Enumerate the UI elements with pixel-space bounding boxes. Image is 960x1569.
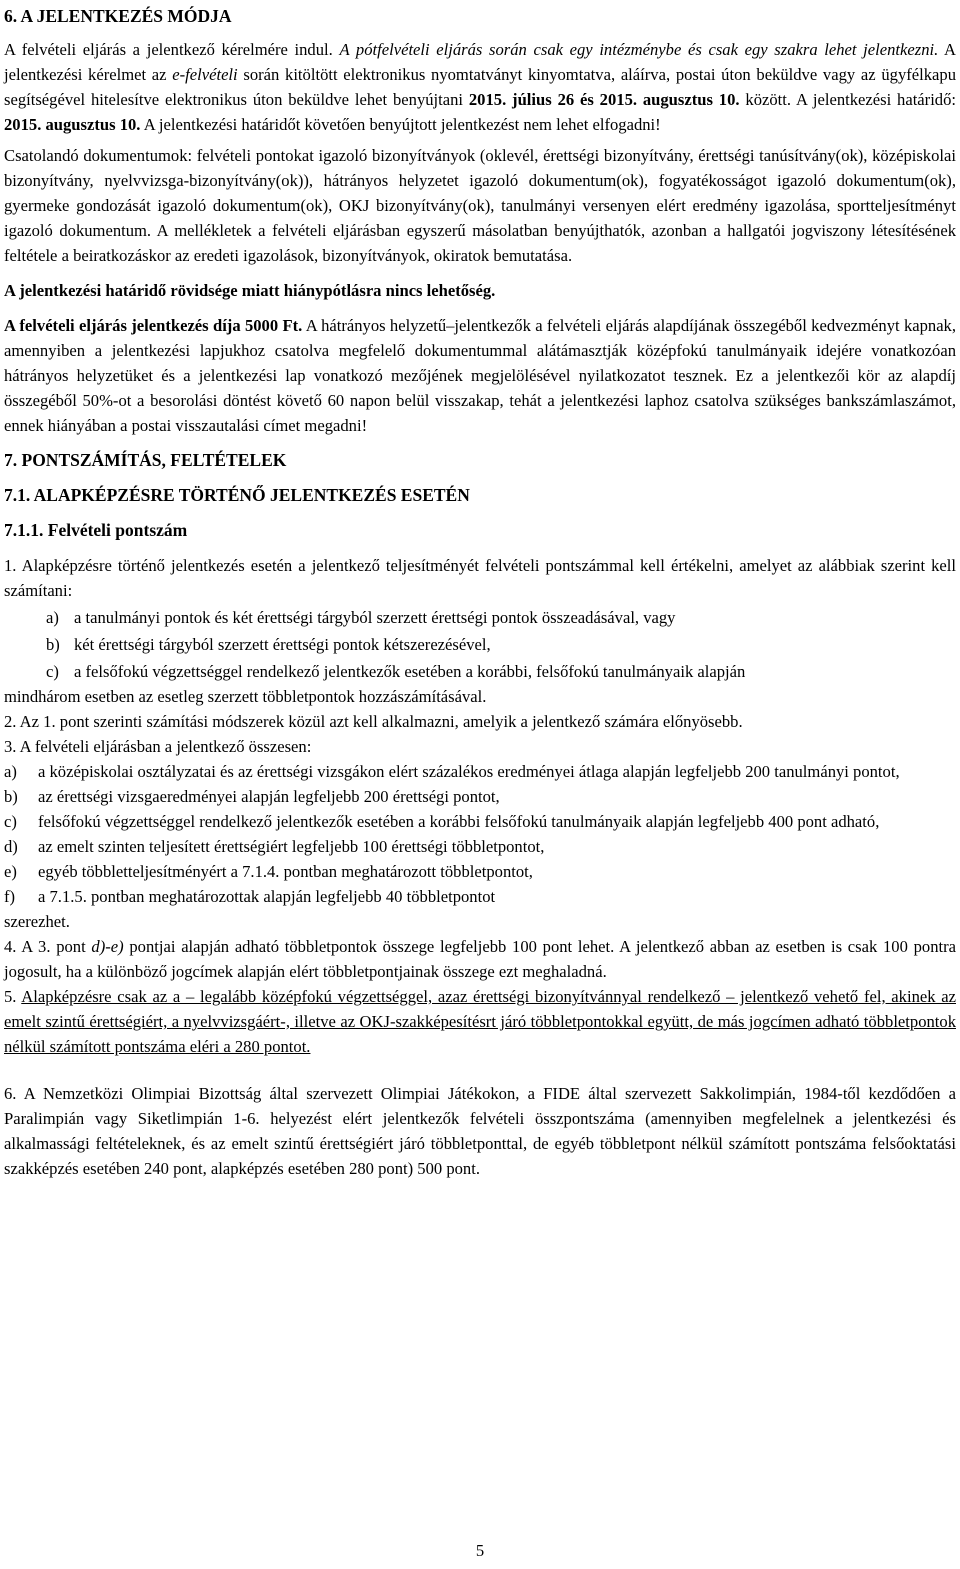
list-label: d) (4, 837, 18, 856)
list-item (46, 632, 956, 657)
list-item (4, 759, 956, 784)
p1-e-felveteli: e-felvételi (172, 65, 238, 84)
list-text: az érettségi vizsgaeredményei alapján legfeljebb 200 érettségi pontot, (38, 787, 500, 806)
item-5-underlined: Alapképzésre csak az a – legalább középfokú végzettséggel, azaz érettségi bizonyítvánnyal rendelkező – jelentkező vehető fel, akinek az emelt szintű érettségiért, a nyelvvizsgáért-, illetve az OKJ-szakképesítésrt járó többletpontokkal együtt, de más jogcímen adható többletpontok nélkül számított pontszáma eléri a 280 pontot. (4, 987, 956, 1056)
list-item (4, 784, 956, 809)
section-6-heading: 6. A JELENTKEZÉS MÓDJA (4, 6, 232, 26)
p1-text-a: A felvételi eljárás a jelentkező kérelmére indul. (4, 40, 340, 59)
list-text: a tanulmányi pontok és két érettségi tárgyból szerzett érettségi pontok összeadásával, vagy (74, 608, 676, 627)
list-label: a) (4, 762, 17, 781)
item-1-list (46, 605, 956, 684)
list-item (46, 659, 956, 684)
item-2: 2. Az 1. pont szerinti számítási módszerek közül azt kell alkalmazni, amelyik a jelentkező számára előnyösebb. (4, 712, 743, 731)
item-3: 3. A felvételi eljárásban a jelentkező összesen: (4, 737, 312, 756)
section-7-1-1-heading: 7.1.1. Felvételi pontszám (4, 520, 188, 540)
deadline-notice: A jelentkezési határidő rövidsége miatt hiánypótlásra nincs lehetőség. (4, 281, 496, 300)
section-7-1-heading: 7.1. ALAPKÉPZÉSRE TÖRTÉNŐ JELENTKEZÉS ESETÉN (4, 485, 470, 505)
fee-paragraph (4, 313, 956, 438)
item-4-text-a: 4. A 3. pont (4, 937, 92, 956)
page-number: 5 (475, 1541, 485, 1560)
list-item (4, 884, 956, 909)
section-7-heading: 7. PONTSZÁMÍTÁS, FELTÉTELEK (4, 450, 287, 470)
item-5 (4, 984, 956, 1059)
item-1-tail: mindhárom esetben az esetleg szerzett többletpontok hozzászámításával. (4, 687, 487, 706)
p1-text-i: A jelentkezési határidőt követően benyújtott jelentkezést nem lehet elfogadni! (140, 115, 661, 134)
p1-text-e: során kitöltött elektronikus nyomtatványt kinyomtatva, aláírva, postai úton beküldve vagy az ügyfélkapu segítségével hitelesítve elektronikus úton beküldve lehet benyújtani (4, 65, 956, 109)
application-paragraph (4, 37, 956, 137)
list-label: b) (4, 787, 18, 806)
item-3-list (4, 759, 956, 909)
list-item (4, 809, 956, 834)
list-text: a 7.1.5. pontban meghatározottak alapján legfeljebb 40 többletpontot (38, 887, 496, 906)
item-4-italic: d)-e) (91, 937, 124, 956)
fee-amount: A felvételi eljárás jelentkezés díja 5000 Ft. (4, 316, 303, 335)
p1-date-range: 2015. július 26 és 2015. augusztus 10. (468, 90, 740, 109)
item-6: 6. A Nemzetközi Olimpiai Bizottság által szervezett Olimpiai Játékokon, a FIDE által szervezett Sakkolimpián, 1984-től kezdődően a Paralimpián vagy Siketlimpián 1-6. helyezést elért jelentkezők felvételi összpontszáma (amennyiben megfelelnek a jelentkezési és alkalmassági feltételeknek, és az emelt szintű érettségiért járó többletponttal, de egyéb többletpont nélkül számított pontszáma felsőoktatási szakképzés esetében 240 pont, alapképzés esetében 280 pont) 500 pont. (4, 1084, 956, 1178)
list-text: egyéb többletteljesítményért a 7.1.4. pontban meghatározott többletpontot, (38, 862, 533, 881)
p1-text-c: A jelentkezési kérelmet az (4, 40, 957, 84)
list-item (4, 834, 956, 859)
p1-deadline: 2015. augusztus 10. (4, 115, 141, 134)
list-text: a felsőfokú végzettséggel rendelkező jelentkezők esetében a korábbi, felsőfokú tanulmányaik alapján (74, 662, 746, 681)
p1-text-g: között. A jelentkezési határidő: (739, 90, 957, 109)
item-4-text-c: pontjai alapján adható többletpontok összege legfeljebb 100 pont lehet. A jelentkező abban az esetben is csak 100 pontra jogosult, ha a különböző jogcímek alapján elért többletpontjainak összege ezt meghaladná. (4, 937, 957, 981)
item-4 (4, 934, 956, 984)
item-1: 1. Alapképzésre történő jelentkezés esetén a jelentkező teljesítményét felvételi pontszámmal kell értékelni, amelyet az alábbiak szerint kell számítani: (4, 556, 956, 600)
item-5-number: 5. (4, 987, 22, 1006)
list-label: f) (4, 887, 16, 906)
list-label: c) (46, 662, 59, 681)
list-text: a középiskolai osztályzatai és az érettségi vizsgákon elért százalékos eredményei átlaga alapján legfeljebb 200 tanulmányi pontot, (38, 762, 900, 781)
list-label: c) (4, 812, 17, 831)
fee-text: A hátrányos helyzetű–jelentkezők a felvételi eljárás alapdíjának összegéből kedvezményt kapnak, amennyiben a jelentkezési lapjukhoz csatolva megfelelő dokumentummal alátámasztják középfokú tanulmányaik idejére vonatkozóan hátrányos helyzetüket és a jelentkezési lap vonatkozó mezőjének megjelölésével nyilatkozatot tesznek. Ez a jelentkezői kör az alapdíj összegéből 50%-ot a besorolási döntést követő 60 napon belül visszakap, tehát a jelentkezési laphoz csatolva szükséges bankszámlaszámot, ennek hiányában a postai visszautalási címet megadni! (4, 316, 957, 435)
list-label: a) (46, 608, 59, 627)
document-page (4, 4, 956, 1181)
list-item (46, 605, 956, 630)
list-text: az emelt szinten teljesített érettségiért legfeljebb 100 érettségi többletpontot, (38, 837, 545, 856)
list-text: felsőfokú végzettséggel rendelkező jelentkezők esetében a korábbi felsőfokú tanulmányaik alapján legfeljebb 400 pont adható, (38, 812, 880, 831)
p1-text-italic: A pótfelvételi eljárás során csak egy intézménybe és csak egy szakra lehet jelentkezni. (339, 40, 939, 59)
list-text: két érettségi tárgyból szerzett érettségi pontok kétszerezésével, (74, 635, 491, 654)
list-label: b) (46, 635, 60, 654)
documents-paragraph: Csatolandó dokumentumok: felvételi pontokat igazoló bizonyítványok (oklevél, érettségi bizonyítvány, érettségi tanúsítvány(ok), középiskolai bizonyítvány, nyelvvizsga-bizonyítvány(ok)), hátrányos helyzetet igazoló dokumentum(ok), fogyatékosságot igazoló dokumentum(ok), gyermeke gondozását igazoló dokumentum(ok), OKJ bizonyítvány(ok), tanulmányi versenyen elért eredmény igazolása, sportteljesítményt igazoló dokumentum. A mellékletek a felvételi eljárásban egyszerű másolatban benyújthatók, azonban a hallgatói jogviszony létesítésének feltétele a beiratkozáskor az eredeti igazolások, bizonyítványok, okiratok bemutatása. (4, 146, 956, 265)
list-label: e) (4, 862, 17, 881)
list-item (4, 859, 956, 884)
item-3-tail: szerezhet. (4, 912, 70, 931)
